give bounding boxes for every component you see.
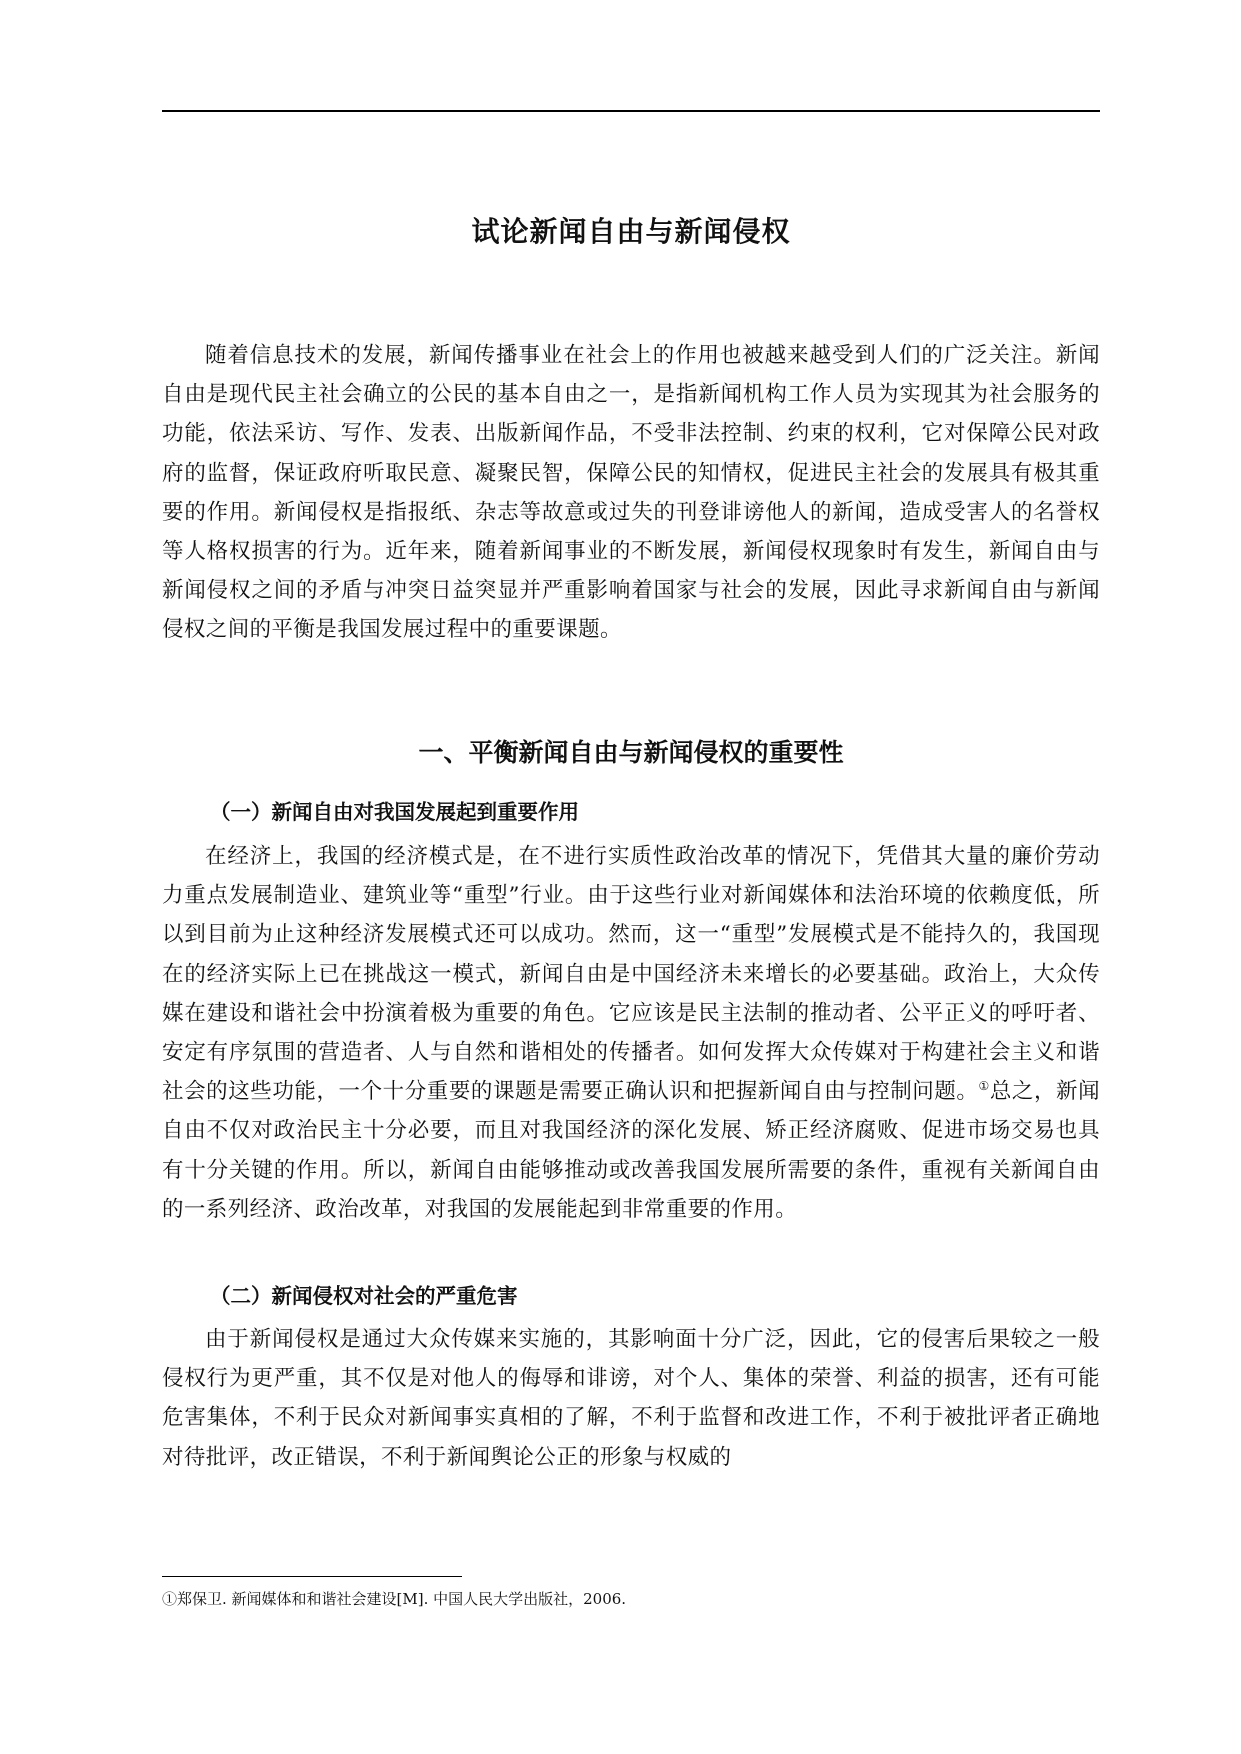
intro-paragraph: 随着信息技术的发展，新闻传播事业在社会上的作用也被越来越受到人们的广泛关注。新闻自由是现代民主社会确立的公民的基本自由之一，是指新闻机构工作人员为实现其为社会服务的功能，依法采访、写作、发表、出版新闻作品，不受非法控制、约束的权利，它对保障公民对政府的监督，保证政府听取民意、凝聚民智，保障公民的知情权，促进民主社会的发展具有极其重要的作用。新闻侵权是指报纸、杂志等故意或过失的刊登诽谤他人的新闻，造成受害人的名誉权等人格权损害的行为。近年来，随着新闻事业的不断发展，新闻侵权现象时有发生，新闻自由与新闻侵权之间的矛盾与冲突日益突显并严重影响着国家与社会的发展，因此寻求新闻自由与新闻侵权之间的平衡是我国发展过程中的重要课题。: [162, 343, 1100, 643]
subsection-heading-1: （一）新闻自由对我国发展起到重要作用: [210, 800, 579, 824]
footnote-separator: [162, 1576, 462, 1577]
subsection-1-paragraph: [162, 837, 1100, 1229]
subsection-2-paragraph: 由于新闻侵权是通过大众传媒来实施的，其影响面十分广泛，因此，它的侵害后果较之一般侵权行为更严重，其不仅是对他人的侮辱和诽谤，对个人、集体的荣誉、利益的损害，还有可能危害集体，不利于民众对新闻事实真相的了解，不利于监督和改进工作，不利于被批评者正确地对待批评，改正错误，不利于新闻舆论公正的形象与权威的: [162, 1327, 1100, 1470]
footnote: ①郑保卫. 新闻媒体和和谐社会建设[M]. 中国人民大学出版社，2006.: [162, 1590, 627, 1608]
subsection-1-text-before-ref: 在经济上，我国的经济模式是，在不进行实质性政治改革的情况下，凭借其大量的廉价劳动力重点发展制造业、建筑业等“重型”行业。由于这些行业对新闻媒体和法治环境的依赖度低，所以到目前为止这种经济发展模式还可以成功。然而，这一“重型”发展模式是不能持久的，我国现在的经济实际上已在挑战这一模式，新闻自由是中国经济未来增长的必要基础。政治上，大众传媒在建设和谐社会中扮演着极为重要的角色。它应该是民主法制的推动者、公平正义的呼吁者、安定有序氛围的营造者、人与自然和谐相处的传播者。如何发挥大众传媒对于构建社会主义和谐社会的这些功能，一个十分重要的课题是需要正确认识和把握新闻自由与控制问题。: [162, 844, 1100, 1105]
section-heading-1: 一、平衡新闻自由与新闻侵权的重要性: [418, 738, 844, 767]
header-rule: [162, 110, 1100, 112]
paper-title: 试论新闻自由与新闻侵权: [471, 215, 791, 248]
subsection-1-text-after-ref: 总之，新闻自由不仅对政治民主十分必要，而且对我国经济的深化发展、矫正经济腐败、促进市场交易也具有十分关键的作用。所以，新闻自由能够推动或改善我国发展所需要的条件，重视有关新闻自由的一系列经济、政治改革，对我国的发展能起到非常重要的作用。: [162, 1079, 1100, 1222]
footnote-reference-marker: ①: [978, 1079, 990, 1094]
subsection-heading-2: （二）新闻侵权对社会的严重危害: [210, 1284, 518, 1308]
